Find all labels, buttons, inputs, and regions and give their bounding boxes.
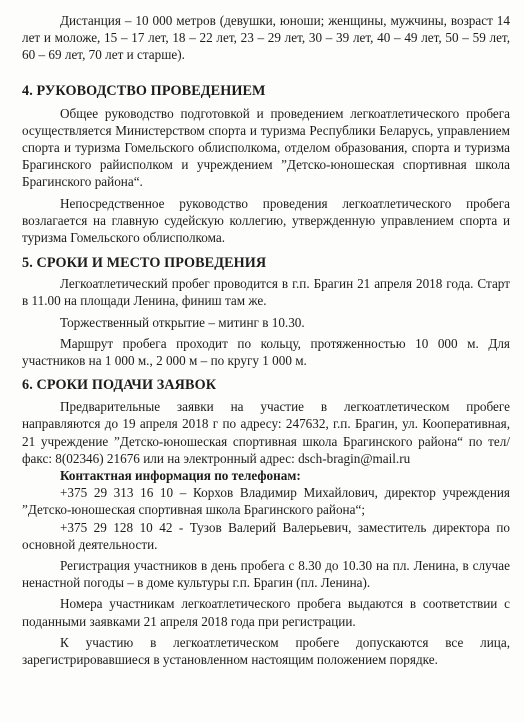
section-6-paragraph-registration: Регистрация участников в день пробега с 8.30 до 10.30 на пл. Ленина, в случае ненастной погоды – в доме культуры г.п. Брагин (пл. Ленина). <box>22 558 510 591</box>
contact-info-title: Контактная информация по телефонам: <box>60 468 301 484</box>
section-5-paragraph-1: Легкоатлетический пробег проводится в г.п. Брагин 21 апреля 2018 года. Старт в 11.00 на площади Ленина, финиш там же. <box>22 276 510 309</box>
section-6-heading: 6. СРОКИ ПОДАЧИ ЗАЯВОК <box>22 377 217 394</box>
section-6-applications-paragraph: Предварительные заявки на участие в легкоатлетическом пробеге направляются до 19 апреля 2018 г по адресу: 247632, г.п. Брагин, ул. Кооперативная, 21 учреждение ”Детско-юношеская спортивная школа Брагинского района“ по тел/факс: 8(02346) 21676 или на электронный адрес: dsch-bragin@mail.ru <box>22 399 510 466</box>
section-5-paragraph-2: Торжественный открытие – митинг в 10.30. <box>60 314 305 330</box>
contact-item-2: +375 29 128 10 42 - Тузов Валерий Валерьевич, заместитель директора по основной деятельности. <box>22 519 510 552</box>
section-4-paragraph-1: Общее руководство подготовкой и проведением легкоатлетического пробега осуществляется Министерством спорта и туризма Республики Беларусь, управлением спорта и туризма Гомельского облисполкома, отделом образования, спорта и туризма Брагинского райисполком и учреждением ”Детско-юношеская спортивная школа Брагинского района“. <box>22 105 510 190</box>
distance-paragraph: Дистанция – 10 000 метров (девушки, юноши; женщины, мужчины, возраст 14 лет и моложе, 15 – 17 лет, 18 – 22 лет, 23 – 29 лет, 30 – 39 лет, 40 – 49 лет, 50 – 59 лет, 60 – 69 лет, 70 лет и старше). <box>22 13 510 63</box>
section-5-paragraph-3: Маршрут пробега проходит по кольцу, протяженностью 10 000 м. Для участников на 1 000 м., 2 000 м – по кругу 1 000 м. <box>22 335 510 369</box>
section-6-paragraph-admission: К участию в легкоатлетическом пробеге допускаются все лица, зарегистрировавшиеся в установленном настоящим положением порядке. <box>22 634 510 668</box>
section-4-heading: 4. РУКОВОДСТВО ПРОВЕДЕНИЕМ <box>22 82 266 99</box>
section-4-paragraph-2: Непосредственное руководство проведения легкоатлетического пробега возлагается на главную судейскую коллегию, утвержденную управлением спорта и туризма Гомельского облисполкома. <box>22 195 510 246</box>
section-6-paragraph-numbers: Номера участникам легкоатлетического пробега выдаются в соответствии с поданными заявками 21 апреля 2018 года при регистрации. <box>22 596 510 629</box>
section-5-heading: 5. СРОКИ И МЕСТО ПРОВЕДЕНИЯ <box>22 255 267 272</box>
contact-item-1: +375 29 313 16 10 – Корхов Владимир Михайлович, директор учреждения ”Детско-юношеская спортивная школа Брагинского района“; <box>22 485 510 518</box>
